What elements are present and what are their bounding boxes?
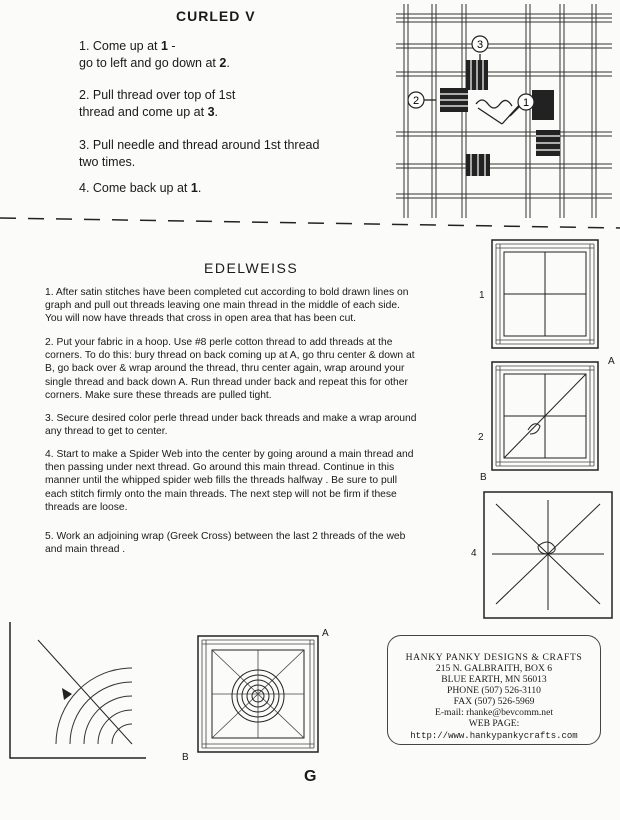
diagram-label-1: 1 (522, 97, 530, 109)
dashed-divider (0, 212, 620, 232)
bottom-figure-label-b: B (182, 752, 189, 763)
figure-4-label: 4 (471, 548, 477, 559)
fax-line: FAX (507) 526-5969 (453, 696, 535, 707)
figure-2-label-b: B (480, 472, 487, 483)
edelweiss-paragraph-1: 1. After satin stitches have been completed cut according to bold drawn lines on graph and pull out threads leaving one main thread in the middle of each side. You will now have threads that cross in open area that has been cut. (45, 287, 409, 325)
page-letter: G (304, 768, 317, 785)
edelweiss-figure-2 (490, 360, 600, 472)
diagram-label-3: 3 (476, 39, 484, 51)
figure-1-label: 1 (479, 290, 485, 301)
city-line: BLUE EARTH, MN 56013 (441, 674, 547, 685)
web-page-label: WEB PAGE: (468, 718, 520, 729)
curled-v-step-2: 2. Pull thread over top of 1st thread and come up at 3. (79, 88, 236, 119)
edelweiss-figure-4 (482, 490, 614, 620)
curled-v-step-4: 4. Come back up at 1. (79, 181, 202, 195)
phone-line: PHONE (507) 526-3110 (447, 685, 541, 696)
edelweiss-title: EDELWEISS (204, 260, 299, 276)
edelweiss-paragraph-4: 4. Start to make a Spider Web into the center by going around a main thread and then passing under next thread. Go around this main thread. Continue in this manner until the whipped spider web fills the threads halfway . Be sure to pull each stitch firmly onto the main threads. The next step will not be firm if these threads are loose. (45, 449, 414, 513)
figure-2-label-a: A (608, 356, 615, 367)
bottom-figure-label-a: A (322, 628, 329, 639)
website-link[interactable]: http://www.hankypankycrafts.com (410, 731, 578, 741)
company-name: HANKY PANKY DESIGNS & CRAFTS (405, 652, 583, 663)
curled-v-step-1: 1. Come up at 1 - go to left and go down at 2. (79, 39, 230, 70)
diagram-label-2: 2 (412, 95, 420, 107)
edelweiss-paragraph-2: 2. Put your fabric in a hoop. Use #8 perle cotton thread to add threads at the corners. To do this: bury thread on back coming up at A, go thru center & down at B, go back over & wrap around the thread, thru center again, wrap around your single thread and back down A. Run thread under back and repeat this for other corners. Make sure these threads are pulled tight. (45, 337, 415, 401)
email-line[interactable]: E-mail: rhanke@bevcomm.net (434, 707, 554, 718)
edelweiss-paragraph-5: 5. Work an adjoining wrap (Greek Cross) between the last 2 threads of the web and main thread . (45, 531, 406, 556)
figure-2-label: 2 (478, 432, 484, 443)
curled-v-step-3: 3. Pull needle and thread around 1st thread two times. (79, 138, 320, 169)
bottom-left-spider-web-diagram (8, 620, 148, 762)
edelweiss-figure-1 (490, 238, 600, 350)
curled-v-title: CURLED V (176, 8, 256, 24)
curled-v-diagram (396, 4, 612, 218)
business-card (387, 635, 601, 745)
bottom-spider-web-figure (196, 634, 320, 754)
edelweiss-paragraph-3: 3. Secure desired color perle thread under back threads and make a wrap around any thread to get to center. (45, 413, 417, 438)
address-line: 215 N. GALBRAITH, BOX 6 (435, 663, 553, 674)
